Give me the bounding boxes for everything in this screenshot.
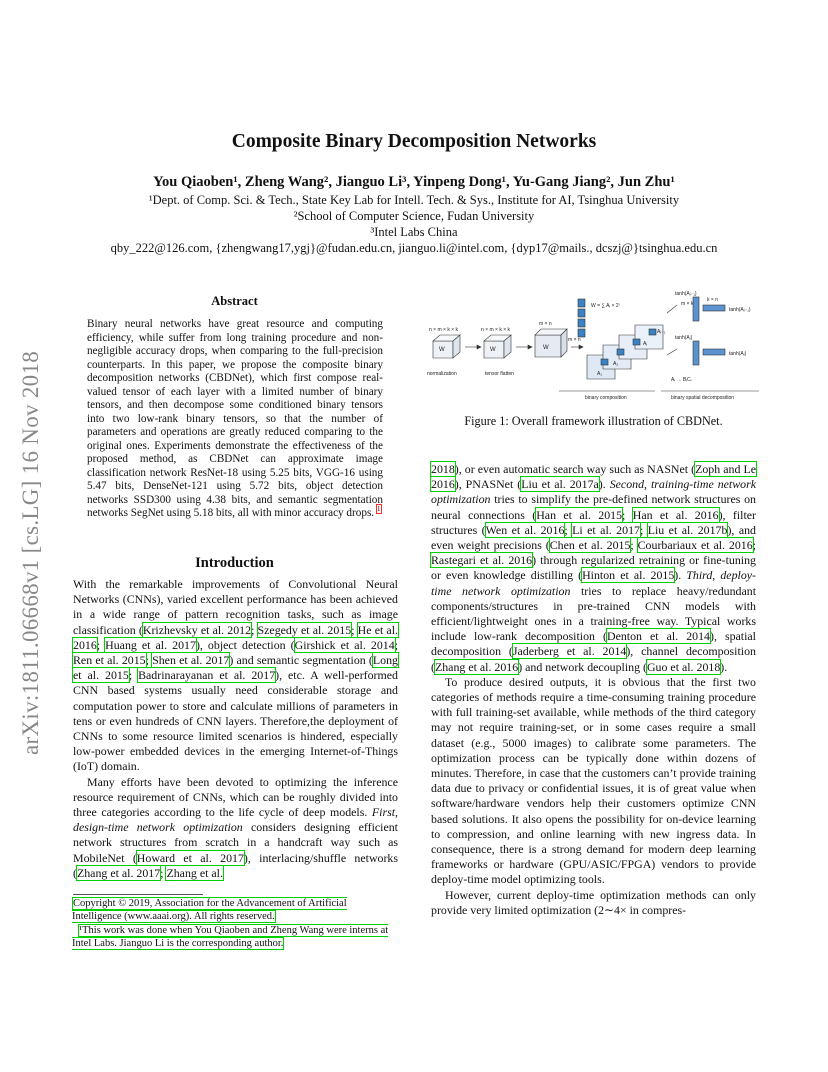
fig-a1: A₁ xyxy=(597,371,603,377)
fig-w1: W xyxy=(439,347,445,353)
citation-link[interactable]: 2018 xyxy=(431,462,455,476)
citation-link[interactable]: Hinton et al. 2015 xyxy=(582,568,675,583)
fig-dim2: n × m × k × k xyxy=(481,327,511,333)
abstract-text xyxy=(87,318,383,521)
footnotes xyxy=(72,898,398,950)
citation-link[interactable]: He et al. 2016 xyxy=(73,622,398,652)
body-text: ; xyxy=(630,538,638,553)
fig-w2: W xyxy=(490,347,496,353)
fig-binary-composition: binary composition xyxy=(585,395,627,401)
citation-link[interactable]: Liu et al. 2017a xyxy=(521,477,599,492)
fig-tanh2: tanh(Aⱼ) xyxy=(675,335,693,341)
intro-paragraph-2 xyxy=(73,775,398,881)
intro-paragraph-3 xyxy=(431,462,756,675)
citation-link[interactable]: Long et al. 2015 xyxy=(73,653,398,683)
intro-paragraph-1 xyxy=(73,577,398,775)
affiliation-2: ²School of Computer Science, Fudan University xyxy=(293,209,535,223)
citation-link[interactable]: Zoph and Le 2016 xyxy=(431,462,756,492)
fig-tensor-flatten: tensor flatten xyxy=(485,371,514,377)
abstract-heading: Abstract xyxy=(211,294,258,308)
body-text: ; xyxy=(564,522,573,537)
body-text: ), etc. A well-performed CNN based systems usually need considerable storage and computation power to store and calculate millions of parameters in tens or even hundreds of CNN layers. Therefore,the deployment of CNNs to some resource limited scenarios is hindered, especially low-power embedded devices in the emerging Internet-of-Things (IoT) domain. xyxy=(73,668,398,774)
body-text: tries to simplify the pre-defined network structures on neural connections ( xyxy=(431,492,756,522)
fig-tanh1-out: tanh(Aⱼ₋₁) xyxy=(729,307,751,313)
emphasis-text: First, design-time network optimization xyxy=(73,805,398,835)
fig-kn: k × n xyxy=(707,297,718,303)
body-text: ), or even automatic search way such as NASNet ( xyxy=(454,462,696,476)
citation-link[interactable]: Howard et al. 2017 xyxy=(136,850,244,865)
body-text: ) through regularized retraining or fine-tuning or even knowledge distilling ( xyxy=(431,553,756,583)
fig-decomp: Aᵢ → BᵢCᵢ xyxy=(671,377,692,383)
figure-caption: Figure 1: Overall framework illustration of CBDNet. xyxy=(464,414,723,428)
arxiv-identifier: arXiv:1811.06668v1 [cs.LG] 16 Nov 2018 xyxy=(18,350,43,755)
body-text: ; xyxy=(622,507,633,522)
intro-paragraph-4: To produce desired outputs, it is obvious that the first two categories of methods require a time-consuming training procedure with full training-set available, while methods of the third category may not require training-set, or in some cases require a small dataset (e.g., 5000 images) to calibrate some parameters. The optimization process can be typically done within dozens of minutes. Therefore, in case that the customers can’t provide training data due to privacy or confidential issues, it is of great value when software/hardware vendors help their customers optimize CNN based solutions. It also opens the possibility for on-device learning to compression, and online learning with new ingress data. In consequence, there is a strong demand for modern deep learning frameworks or hardware (GPU/ASIC/FPGA) vendors to provide deploy-time model optimizing tools. xyxy=(431,674,756,887)
body-text: ; xyxy=(639,522,648,537)
introduction-heading: Introduction xyxy=(195,555,274,571)
fig-mk: m × k xyxy=(681,301,694,307)
footnote-link[interactable]: 1 xyxy=(376,505,381,514)
body-text: ) and semantic segmentation ( xyxy=(229,653,373,668)
citation-link[interactable]: Rastegari et al. 2016 xyxy=(431,553,533,568)
body-text: With the remarkable improvements of Convolutional Neural Networks (CNNs), varied excellent performance has been achieved in a wide range of pattern recognition tasks, such as image classification ( xyxy=(73,577,398,637)
body-text: ; xyxy=(128,668,139,683)
body-text: ; xyxy=(96,637,106,652)
body-text: ), spatial decomposition ( xyxy=(431,629,756,659)
author-emails: qby_222@126.com, {zhengwang17,ygj}@fudan.edu.cn, jianguo.li@intel.com, {dyp17@mails., dcszj@}tsinghua.edu.cn xyxy=(110,241,718,255)
fig-normalization: normalization xyxy=(427,371,457,377)
fig-binary-spatial: binary spatial decomposition xyxy=(671,395,735,401)
author-list: You Qiaoben¹, Zheng Wang², Jianguo Li³, Yinpeng Dong¹, Yu-Gang Jiang², Jun Zhu¹ xyxy=(153,174,675,190)
body-text: Many efforts have been devoted to optimizing the inference resource requirement of CNNs, which can be roughly divided into three categories according to the life cycle of deep models. xyxy=(73,774,398,820)
body-text: tries to replace heavy/redundant components/structures in pre-trained CNN models with efficient/lightweight ones in a training-free way. Typical works include low-rank decomposition ( xyxy=(431,583,757,644)
body-text: ), filter structures ( xyxy=(431,507,756,537)
citation-link[interactable]: Zhang et al. xyxy=(166,865,223,880)
body-text: ; xyxy=(251,622,258,637)
emphasis-text: Third, deploy-time network optimization xyxy=(431,568,756,598)
body-text: ), interlacing/shuffle networks ( xyxy=(73,850,399,880)
citation-link[interactable]: Badrinarayanan et al. 2017 xyxy=(138,668,276,683)
fig-aj: Aⱼ xyxy=(643,341,648,347)
body-text: ; xyxy=(394,637,398,652)
left-column-body xyxy=(73,577,398,881)
citation-link[interactable]: Denton et al. 2014 xyxy=(606,629,710,644)
body-text: ). xyxy=(598,477,610,492)
fig-dim4: m × n xyxy=(568,337,581,343)
citation-link[interactable]: Zhang et al. 2017 xyxy=(76,865,161,880)
body-text: ). xyxy=(674,568,687,583)
fig-tanh1: tanh(Aⱼ₋₁) xyxy=(675,291,697,297)
citation-link[interactable]: Ren et al. 2015 xyxy=(73,653,146,668)
emphasis-text: Second, training-time network optimization xyxy=(431,477,757,507)
author-footnote[interactable]: ¹This work was done when You Qiaoben and Zheng Wang were interns at Intel Labs. Jianguo Li is the corresponding author. xyxy=(72,925,389,949)
body-text: considers designing efficient network structures from scratch in a handcraft way such as MobileNet ( xyxy=(73,820,398,865)
copyright-notice[interactable]: Copyright © 2019, Association for the Advancement of Artificial Intelligence (www.aaai.org). All rights reserved. xyxy=(72,898,347,922)
body-text: ), and even weight precisions ( xyxy=(431,522,756,553)
fig-formula: W = ∑ Aᵢ × 2ⁱ xyxy=(591,303,620,309)
fig-aj1: Aⱼ₋₁ xyxy=(657,329,666,335)
citation-link[interactable]: Szegedy et al. 2015 xyxy=(257,622,352,637)
paper-title: Composite Binary Decomposition Networks xyxy=(231,131,597,152)
citation-link[interactable]: Jaderberg et al. 2014 xyxy=(512,644,627,659)
abstract-body: Binary neural networks have great resource and computing efficiency, while suffer from long training procedure and non-negligible accuracy drops, when comparing to the full-precision counterparts. In this paper, we propose the composite binary decomposition networks (CBDNet), which first compose real-valued tensor of each layer with a limited number of binary tensors, and then decompose some conditioned binary tensors into two low-rank binary tensors, so that the number of parameters and operations are greatly reduced comparing to the original ones. Experiments demonstrate the effectiveness of the proposed method, as CBDNet can approximate image classification network ResNet-18 using 5.25 bits, VGG-16 using 5.47 bits, DenseNet-121 using 5.72 bits, object detection networks SSD300 using 4.38 bits, and semantic segmentation networks SegNet using 5.18 bits, all with minor accuracy drops. xyxy=(87,318,383,519)
citation-link[interactable]: Zhang et al. 2016 xyxy=(434,659,519,674)
body-text: ; xyxy=(160,865,167,880)
affiliation-3: ³Intel Labs China xyxy=(370,225,458,239)
citation-link[interactable]: Han et al. 2015 xyxy=(536,507,623,522)
citation-link[interactable]: Guo et al. 2018 xyxy=(646,659,721,674)
citation-link[interactable]: Girshick et al. 2014 xyxy=(294,637,395,652)
body-text: ) and network decoupling ( xyxy=(518,659,647,674)
body-text: ), channel decomposition ( xyxy=(431,644,756,674)
citation-link[interactable]: Krizhevsky et al. 2012 xyxy=(142,622,252,637)
right-column-body xyxy=(431,462,756,918)
fig-a2: A₂ xyxy=(613,361,619,367)
fig-dim1: n × m × k × k xyxy=(429,327,459,333)
citation-link[interactable]: Chen et al. 2015 xyxy=(549,538,631,553)
intro-paragraph-5: However, current deploy-time optimization methods can only provide very limited optimization (2∼4× in compres- xyxy=(431,887,756,917)
body-text: ). xyxy=(720,659,728,674)
body-text: ; xyxy=(752,538,756,553)
citation-link[interactable]: Han et al. 2016 xyxy=(632,507,719,522)
citation-link[interactable]: Shen et al. 2017 xyxy=(152,653,230,668)
body-text: ; xyxy=(145,653,153,668)
framework-figure xyxy=(425,283,765,403)
body-text: ), PNASNet ( xyxy=(454,477,522,492)
citation-link[interactable]: Li et al. 2017 xyxy=(572,522,640,537)
citation-link[interactable]: Courbariaux et al. 2016 xyxy=(637,538,753,553)
fig-dim3: m × n xyxy=(539,321,552,327)
fig-tanh2-out: tanh(Aⱼ) xyxy=(729,351,747,357)
citation-link[interactable]: Huang et al. 2017 xyxy=(105,637,196,652)
affiliation-1: ¹Dept. of Comp. Sci. & Tech., State Key Lab for Intell. Tech. & Sys., Institute for AI, Tsinghua University xyxy=(148,193,680,207)
body-text: ), object detection ( xyxy=(195,637,295,652)
citation-link[interactable]: Liu et al. 2017b xyxy=(647,522,728,537)
footnote-rule xyxy=(73,894,203,895)
citation-link[interactable]: Wen et al. 2016 xyxy=(485,522,565,537)
body-text: ; xyxy=(351,622,358,637)
fig-w3: W xyxy=(543,345,549,351)
